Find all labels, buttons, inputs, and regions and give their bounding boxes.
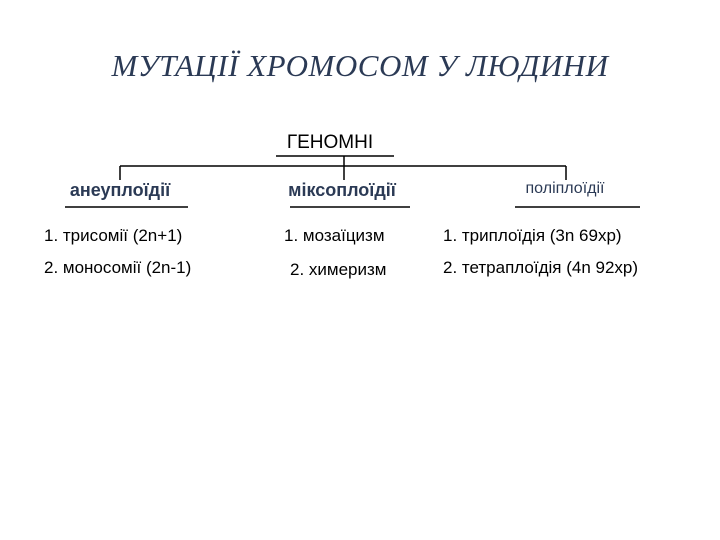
- polyploidy-item-2: 2. тетраплоїдія (4n 92xр): [443, 258, 639, 277]
- root-node-genomic: ГЕНОМНІ: [286, 132, 374, 153]
- mixoploidy-item-1: 1. мозаїцизм: [284, 226, 385, 245]
- category-aneuploidy: анеуплоїдії: [69, 180, 171, 200]
- mixoploidy-item-2: 2. химеризм: [290, 260, 387, 279]
- aneuploidy-item-2: 2. моносомії (2n-1): [44, 258, 192, 277]
- category-polyploidy: поліплоїдії: [525, 180, 605, 197]
- aneuploidy-item-1: 1. трисомії (2n+1): [44, 226, 183, 245]
- category-mixoploidy: міксоплоїдії: [288, 180, 396, 200]
- page-title: МУТАЦІЇ ХРОМОСОМ У ЛЮДИНИ: [111, 48, 609, 83]
- polyploidy-item-1: 1. триплоїдія (3n 69xр): [443, 226, 622, 245]
